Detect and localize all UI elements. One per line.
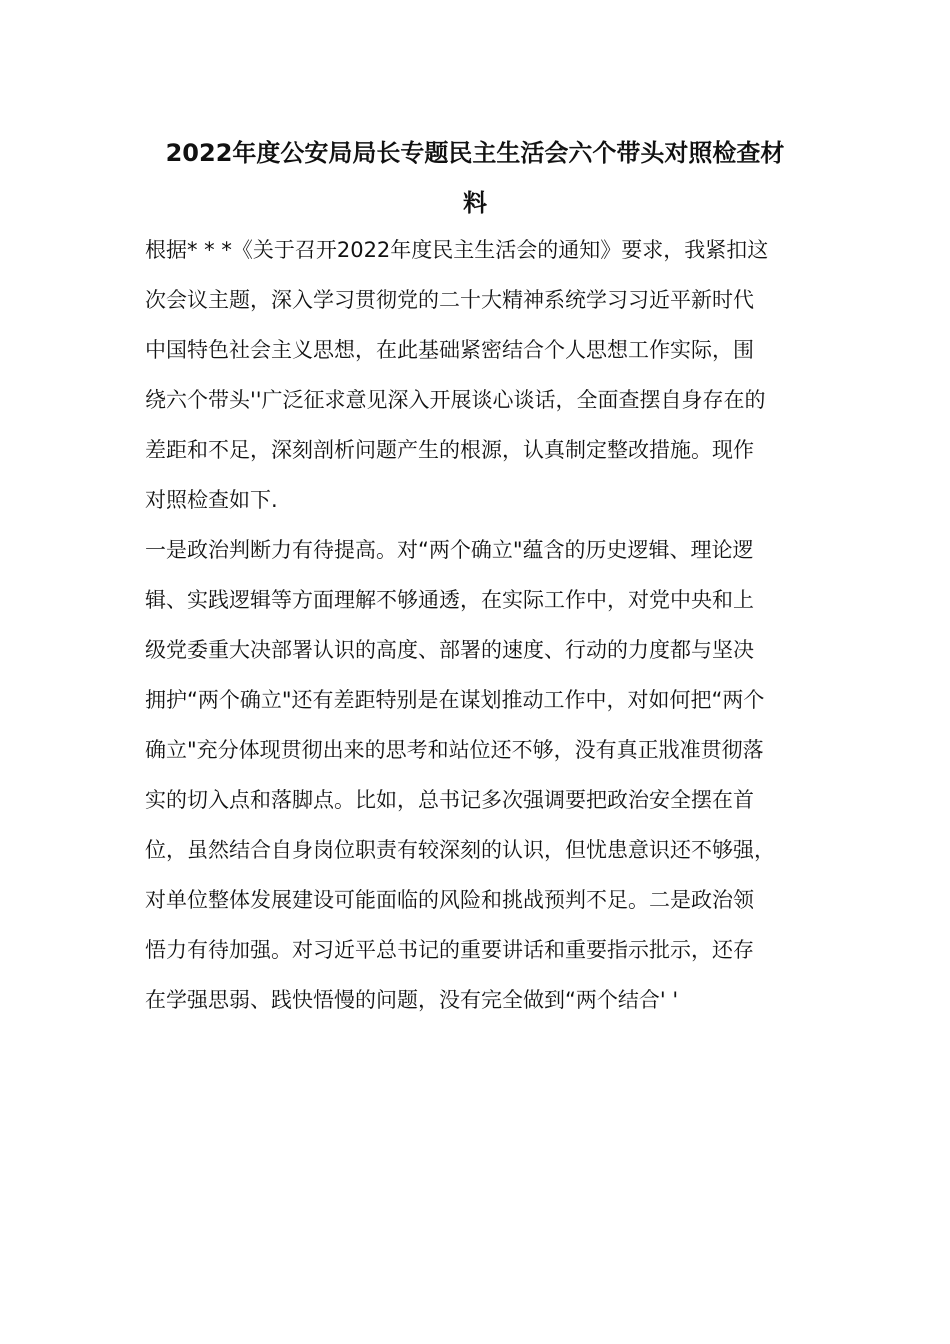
body-line: 一是政治判断力有待提高。对“两个确立"蕴含的历史逻辑、理论逻 — [145, 538, 754, 562]
body-line: 实的切入点和落脚点。比如，总书记多次强调要把政治安全摆在首 — [145, 788, 754, 812]
body-line: 确立"充分体现贯彻出来的思考和站位还不够，没有真正戕准贯彻落 — [145, 738, 764, 762]
body-line: 次会议主题，深入学习贯彻党的二十大精神系统学习习近平新时代 — [145, 288, 754, 312]
body-line: 位，虽然结合自身岗位职责有较深刻的认识，但忧患意识还不够强， — [145, 838, 775, 862]
body-line: 在学强思弱、践快悟慢的问题，没有完全做到“两个结合' ' — [145, 988, 679, 1012]
body-line: 根据* * *《关于召开2022年度民主生活会的通知》要求，我紧扣这 — [145, 238, 769, 262]
body-line: 绕六个带头''广泛征求意见深入开展谈心谈话，全面查摆自身存在的 — [145, 388, 766, 412]
body-line: 差距和不足，深刻剖析问题产生的根源，认真制定整改措施。现作 — [145, 438, 754, 462]
body-line: 级党委重大决部署认识的高度、部署的速度、行动的力度都与坚决 — [145, 638, 754, 662]
document-body — [145, 225, 835, 1025]
title-line: 料 — [463, 189, 487, 217]
title-line: 2022年度公安局局长专题民主生活会六个带头对照检查材 — [165, 139, 785, 167]
body-line: 对照检查如下. — [145, 488, 278, 512]
body-line: 辑、实践逻辑等方面理解不够通透，在实际工作中，对党中央和上 — [145, 588, 754, 612]
body-line: 悟力有待加强。对习近平总书记的重要讲话和重要指示批示，还存 — [145, 938, 754, 962]
document-title — [140, 128, 810, 228]
body-line: 拥护“两个确立"还有差距特别是在谋划推动工作中，对如何把“两个 — [145, 688, 765, 712]
body-line: 中国特色社会主义思想，在此基础紧密结合个人思想工作实际，围 — [145, 338, 754, 362]
body-line: 对单位整体发展建设可能面临的风险和挑战预判不足。二是政治领 — [145, 888, 754, 912]
